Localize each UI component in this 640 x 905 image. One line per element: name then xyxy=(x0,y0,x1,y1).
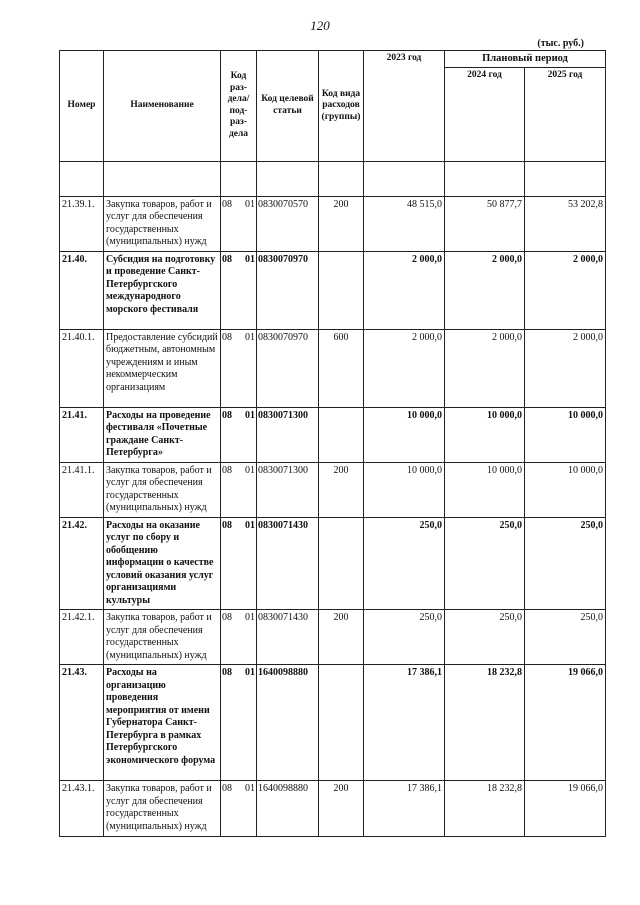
table-row xyxy=(60,517,606,610)
row-2023: 48 515,0 xyxy=(364,196,445,251)
row-2024: 18 232,8 xyxy=(445,781,525,837)
row-expense-code xyxy=(319,251,364,329)
header-2024: 2024 год xyxy=(445,67,525,161)
podrazdel-code: 01 xyxy=(245,464,255,476)
row-number: 21.43.1. xyxy=(60,781,104,837)
row-target-code: 0830071430 xyxy=(257,517,319,610)
row-name: Закупка товаров, работ и услуг для обеспечения государственных (муниципальных) нужд xyxy=(104,781,221,837)
row-expense-code: 200 xyxy=(319,610,364,665)
table-row xyxy=(60,665,606,781)
row-target-code: 0830071430 xyxy=(257,610,319,665)
row-name: Расходы на организацию проведения мероприятия от имени Губернатора Санкт-Петербурга в рамках Петербургского экономического форума xyxy=(104,665,221,781)
row-target-code: 0830070970 xyxy=(257,329,319,407)
row-number: 21.42. xyxy=(60,517,104,610)
row-2023: 2 000,0 xyxy=(364,329,445,407)
row-2025: 2 000,0 xyxy=(525,329,606,407)
row-2024: 2 000,0 xyxy=(445,329,525,407)
table-row xyxy=(60,462,606,517)
row-expense-code: 200 xyxy=(319,781,364,837)
podrazdel-code: 01 xyxy=(245,253,255,265)
razdel-code: 08 xyxy=(222,253,232,265)
row-2023: 250,0 xyxy=(364,517,445,610)
row-name: Предоставление субсидий бюджетным, автономным учреждениям и иным некоммерческим организациям xyxy=(104,329,221,407)
row-number: 21.40.1. xyxy=(60,329,104,407)
row-2024: 18 232,8 xyxy=(445,665,525,781)
row-razdel xyxy=(221,665,257,781)
row-2025: 250,0 xyxy=(525,610,606,665)
header-razdel: Код раз-дела/ под-раз-дела xyxy=(221,51,257,162)
row-2023: 17 386,1 xyxy=(364,665,445,781)
row-name: Закупка товаров, работ и услуг для обеспечения государственных (муниципальных) нужд xyxy=(104,462,221,517)
row-razdel xyxy=(221,517,257,610)
row-razdel xyxy=(221,407,257,462)
row-target-code: 1640098880 xyxy=(257,781,319,837)
row-2024: 250,0 xyxy=(445,610,525,665)
row-2025: 10 000,0 xyxy=(525,407,606,462)
header-vr: Код вида расходов (группы) xyxy=(319,51,364,162)
table-row xyxy=(60,251,606,329)
razdel-code: 08 xyxy=(222,667,232,678)
row-number: 21.41.1. xyxy=(60,462,104,517)
row-number: 21.42.1. xyxy=(60,610,104,665)
row-2025: 250,0 xyxy=(525,517,606,610)
row-2024: 10 000,0 xyxy=(445,407,525,462)
row-2025: 10 000,0 xyxy=(525,462,606,517)
row-target-code: 0830070970 xyxy=(257,251,319,329)
row-2023: 10 000,0 xyxy=(364,462,445,517)
row-2023: 17 386,1 xyxy=(364,781,445,837)
row-expense-code xyxy=(319,407,364,462)
row-expense-code: 600 xyxy=(319,329,364,407)
row-2025: 53 202,8 xyxy=(525,196,606,251)
row-2023: 2 000,0 xyxy=(364,251,445,329)
row-number: 21.43. xyxy=(60,665,104,781)
razdel-code: 08 xyxy=(222,612,232,623)
row-2025: 2 000,0 xyxy=(525,251,606,329)
row-2025: 19 066,0 xyxy=(525,781,606,837)
header-2025: 2025 год xyxy=(525,67,606,161)
page-number: 120 xyxy=(310,18,330,33)
row-name: Расходы на проведение фестиваля «Почетные граждане Санкт-Петербурга» xyxy=(104,407,221,462)
podrazdel-code: 01 xyxy=(245,331,255,343)
row-name: Закупка товаров, работ и услуг для обеспечения государственных (муниципальных) нужд xyxy=(104,610,221,665)
table-row xyxy=(60,329,606,407)
razdel-code: 08 xyxy=(222,331,232,343)
podrazdel-code: 01 xyxy=(245,519,255,531)
row-razdel xyxy=(221,462,257,517)
header-spacer xyxy=(60,161,606,196)
podrazdel-code: 01 xyxy=(245,667,255,678)
row-name: Расходы на оказание услуг по сбору и обобщению информации о качестве условий оказания услуг организациями культуры xyxy=(104,517,221,610)
razdel-code: 08 xyxy=(222,783,232,794)
row-2024: 10 000,0 xyxy=(445,462,525,517)
header-2023: 2023 год xyxy=(364,51,445,162)
row-2023: 250,0 xyxy=(364,610,445,665)
row-name: Закупка товаров, работ и услуг для обеспечения государственных (муниципальных) нужд xyxy=(104,196,221,251)
unit-note: (тыс. руб.) xyxy=(537,38,584,49)
header-plan-period: Плановый период xyxy=(445,51,606,68)
razdel-code: 08 xyxy=(222,519,232,531)
row-razdel xyxy=(221,251,257,329)
row-expense-code: 200 xyxy=(319,462,364,517)
table-row xyxy=(60,610,606,665)
row-razdel xyxy=(221,196,257,251)
row-target-code: 0830071300 xyxy=(257,407,319,462)
row-razdel xyxy=(221,610,257,665)
header-nomer: Номер xyxy=(60,51,104,162)
header-name: Наименование xyxy=(104,51,221,162)
table-row xyxy=(60,196,606,251)
row-number: 21.41. xyxy=(60,407,104,462)
row-name: Субсидия на подготовку и проведение Санкт-Петербургского международного морского фестиваля xyxy=(104,251,221,329)
row-2024: 2 000,0 xyxy=(445,251,525,329)
table-row xyxy=(60,407,606,462)
row-number: 21.40. xyxy=(60,251,104,329)
podrazdel-code: 01 xyxy=(245,783,255,794)
header-cs: Код целевой статьи xyxy=(257,51,319,162)
budget-table xyxy=(59,50,606,837)
row-target-code: 0830070570 xyxy=(257,196,319,251)
podrazdel-code: 01 xyxy=(245,409,255,421)
row-2025: 19 066,0 xyxy=(525,665,606,781)
row-expense-code xyxy=(319,517,364,610)
podrazdel-code: 01 xyxy=(245,198,255,210)
row-2024: 250,0 xyxy=(445,517,525,610)
row-razdel xyxy=(221,329,257,407)
row-2024: 50 877,7 xyxy=(445,196,525,251)
row-razdel xyxy=(221,781,257,837)
podrazdel-code: 01 xyxy=(245,612,255,623)
razdel-code: 08 xyxy=(222,409,232,421)
razdel-code: 08 xyxy=(222,464,232,476)
row-number: 21.39.1. xyxy=(60,196,104,251)
row-expense-code: 200 xyxy=(319,196,364,251)
row-target-code: 0830071300 xyxy=(257,462,319,517)
row-2023: 10 000,0 xyxy=(364,407,445,462)
razdel-code: 08 xyxy=(222,198,232,210)
table-row xyxy=(60,781,606,837)
row-expense-code xyxy=(319,665,364,781)
row-target-code: 1640098880 xyxy=(257,665,319,781)
